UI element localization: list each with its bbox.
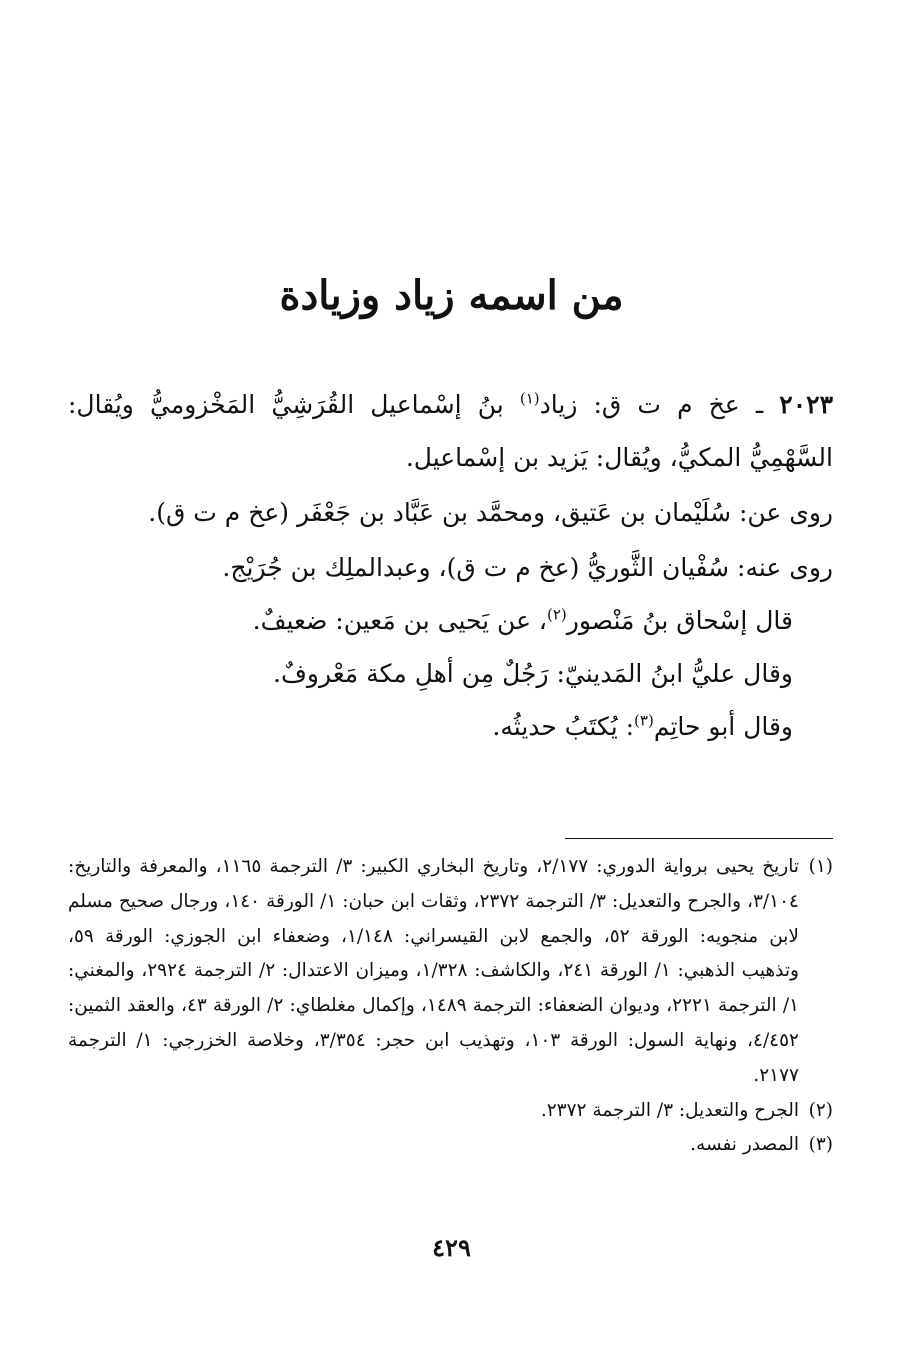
footnote-1 <box>68 850 833 1094</box>
footnote-marker-3: (٣) <box>634 711 654 730</box>
statement-ishaq-tail: ، عن يَحيى بن مَعين: ضعيفٌ. <box>252 606 547 635</box>
statement-ishaq <box>68 594 833 647</box>
page-number: ٤٢٩ <box>432 1233 471 1262</box>
entry-dash: ـ <box>739 390 780 419</box>
statement-madini: وقال عليُّ ابنُ المَدينيّ: رَجُلٌ مِن أهلِ مكة مَعْروفٌ. <box>273 659 793 688</box>
statement-abu-hatim-head: وقال أبو حاتِم <box>653 712 793 741</box>
statement-abu-hatim <box>68 700 833 753</box>
footnote-marker-2: (٢) <box>547 605 567 624</box>
footnote-number: (٣) <box>808 1134 833 1156</box>
statement-abu-hatim-tail: : يُكتَبُ حديثُه. <box>492 712 635 741</box>
footnote-number: (١) <box>808 856 833 877</box>
entry-sigla: عخ م ت ق: <box>577 390 740 419</box>
footnote-number: (٢) <box>808 1099 833 1121</box>
footnotes <box>68 850 833 1163</box>
entry-name-rest: بنُ إسْماعيل القُرَشِيُّ المَخْزوميُّ ويُقال: السَّهْمِيُّ المكيُّ، ويُقال: يَزيد بن إسْماعيل. <box>68 390 833 472</box>
footnote-3 <box>68 1128 833 1163</box>
footnote-text: المصدر نفسه. <box>690 1134 799 1156</box>
footnote-marker-1: (١) <box>519 389 540 408</box>
footnote-text: الجرح والتعديل: ٣/ الترجمة ٢٣٧٢. <box>540 1099 799 1121</box>
entry-heading <box>68 378 833 484</box>
entry-number: ٢٠٢٣ <box>779 390 834 419</box>
statement-ishaq-head: قال إسْحاق بنُ مَنْصور <box>566 606 793 635</box>
narrated-by: روى عنه: سُفْيان الثَّوريُّ (عخ م ت ق)، وعبدالملِك بن جُرَيْج. <box>222 553 833 582</box>
footnote-text: تاريخ يحيى برواية الدوري: ٢/١٧٧، وتاريخ البخاري الكبير: ٣/ الترجمة ١١٦٥، والمعرفة والتاريخ: ٣/١٠٤، والجرح والتعديل: ٣/ الترجمة ٢٣٧٢، وثقات ابن حبان: ١/ الورقة ١٤٠، ورجال صحيح مسلم لابن منجويه: الورقة ٥٢، والجمع لابن القيسراني: ١/١٤٨، وضعفاء ابن الجوزي: الورقة ٥٩، وتذهيب الذهبي: ١/ الورقة ٢٤١، والكاشف: ١/٣٢٨، وميزان الاعتدال: ٢/ الترجمة ٢٩٢٤، والمغني: ١/ الترجمة ٢٢٢١، وديوان الضعفاء: الترجمة ١٤٨٩، وإكمال مغلطاي: ٢/ الورقة ٤٣، والعقد الثمين: ٤/٤٥٢، ونهاية السول: الورقة ١٠٣، وتهذيب ابن حجر: ٣/٣٥٤، وخلاصة الخزرجي: ١/ الترجمة ٢١٧٧. <box>68 856 799 1086</box>
narrated-from: روى عن: سُلَيْمان بن عَتيق، ومحمَّد بن عَبَّاد بن جَعْفَر (عخ م ت ق). <box>148 498 833 527</box>
biography-entry <box>68 378 833 753</box>
entry-name-head: زياد <box>539 390 578 419</box>
chapter-title: من اسمه زياد وزيادة <box>279 272 624 319</box>
footnote-separator <box>565 838 833 839</box>
footnote-2 <box>68 1094 833 1129</box>
